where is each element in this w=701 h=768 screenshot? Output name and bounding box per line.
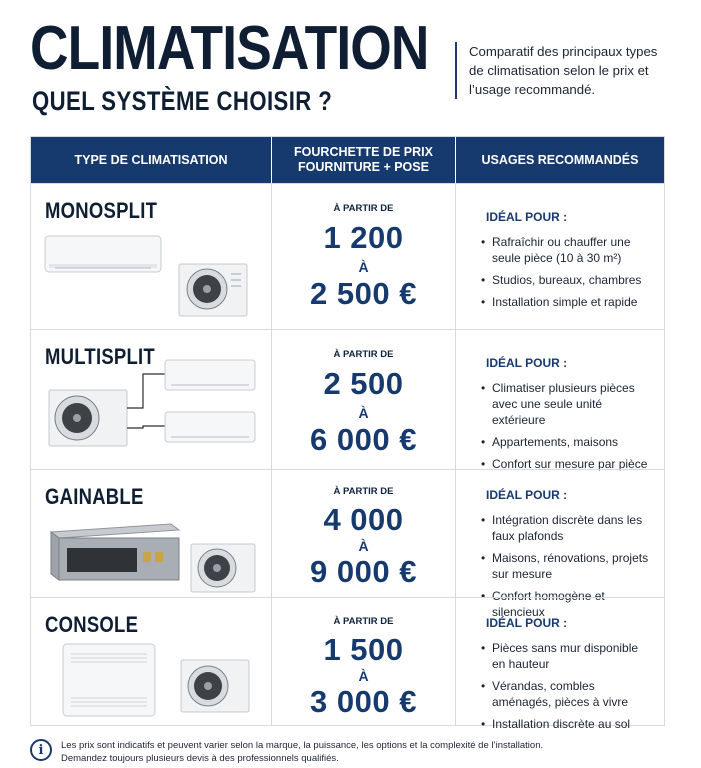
usage-cell bbox=[456, 330, 664, 469]
usage-item: • Rafraîchir ou chauffer une seule pièce (10 à 30 m²) bbox=[486, 234, 654, 266]
price-cell bbox=[272, 470, 456, 597]
price-cell bbox=[272, 598, 456, 726]
footer-line: Demandez toujours plusieurs devis à des professionnels qualifiés. bbox=[61, 753, 339, 764]
usage-item: • Installation discrète au sol bbox=[486, 716, 654, 732]
table-row bbox=[31, 183, 664, 329]
column-header-type: TYPE DE CLIMATISATION bbox=[31, 137, 272, 183]
usage-item: • Appartements, maisons bbox=[486, 434, 654, 450]
info-icon: i bbox=[30, 739, 52, 761]
price-max: 9 000 € bbox=[310, 554, 417, 589]
usage-item: • Pièces sans mur disponible en hauteur bbox=[486, 640, 654, 672]
usage-item: • Climatiser plusieurs pièces avec une seule unité extérieure bbox=[486, 380, 654, 428]
usage-cell bbox=[456, 470, 664, 619]
table-row bbox=[31, 469, 664, 619]
usage-item: • Installation simple et rapide bbox=[486, 294, 654, 310]
from-label: À PARTIR DE bbox=[333, 203, 394, 214]
table-header bbox=[31, 137, 664, 183]
to-label: À bbox=[358, 259, 369, 275]
type-cell bbox=[31, 470, 272, 597]
page-title: CLIMATISATION bbox=[30, 14, 429, 83]
type-name: MULTISPLIT bbox=[45, 344, 155, 369]
usage-item: • Studios, bureaux, chambres bbox=[486, 272, 654, 288]
price-cell bbox=[272, 330, 456, 469]
type-name: GAINABLE bbox=[45, 484, 144, 509]
price-cell bbox=[272, 184, 456, 329]
usage-cell bbox=[456, 598, 664, 731]
table-row bbox=[31, 329, 664, 469]
type-name: CONSOLE bbox=[45, 612, 139, 637]
comparison-table bbox=[30, 136, 665, 731]
column-header-usages: USAGES RECOMMANDÉS bbox=[481, 152, 639, 167]
type-name: MONOSPLIT bbox=[45, 198, 158, 223]
usage-cell bbox=[456, 184, 664, 329]
price-max: 6 000 € bbox=[310, 422, 417, 457]
to-label: À bbox=[358, 668, 369, 684]
from-label: À PARTIR DE bbox=[333, 486, 394, 497]
usage-item: • Maisons, rénovations, projets sur mesure bbox=[486, 550, 654, 582]
to-label: À bbox=[358, 538, 369, 554]
gainable-illustration bbox=[31, 470, 272, 598]
price-min: 1 500 bbox=[323, 632, 404, 667]
usage-item: • Intégration discrète dans les faux plafonds bbox=[486, 512, 654, 544]
price-max: 3 000 € bbox=[310, 684, 417, 719]
usage-item: • Confort sur mesure par pièce bbox=[486, 456, 654, 472]
price-max: 2 500 € bbox=[310, 276, 417, 311]
footer-note bbox=[61, 739, 543, 765]
ideal-label: IDÉAL POUR : bbox=[486, 210, 568, 224]
ideal-label: IDÉAL POUR : bbox=[486, 356, 568, 370]
type-cell bbox=[31, 598, 272, 726]
usage-item: • Vérandas, combles aménagés, pièces à vivre bbox=[486, 678, 654, 710]
ideal-label: IDÉAL POUR : bbox=[486, 616, 568, 630]
intro-text: Comparatif des principaux types de climatisation selon le prix et l’usage recommandé. bbox=[455, 42, 675, 99]
ideal-label: IDÉAL POUR : bbox=[486, 488, 568, 502]
table-row bbox=[31, 597, 664, 731]
from-label: À PARTIR DE bbox=[333, 349, 394, 360]
page-subtitle: QUEL SYSTÈME CHOISIR ? bbox=[32, 86, 333, 116]
price-min: 4 000 bbox=[323, 502, 404, 537]
footer-line: Les prix sont indicatifs et peuvent varier selon la marque, la puissance, les options et la complexité de l’installation. bbox=[61, 740, 544, 751]
type-cell bbox=[31, 184, 272, 329]
from-label: À PARTIR DE bbox=[333, 616, 394, 627]
to-label: À bbox=[358, 405, 369, 421]
column-header-price: FOURCHETTE DE PRIX FOURNITURE + POSE bbox=[272, 137, 456, 183]
multisplit-illustration bbox=[31, 330, 272, 470]
type-cell bbox=[31, 330, 272, 469]
price-min: 2 500 bbox=[323, 366, 404, 401]
usage-item: • Confort homogène et silencieux bbox=[486, 588, 654, 620]
console-illustration bbox=[31, 598, 272, 727]
monosplit-illustration bbox=[31, 184, 272, 330]
price-min: 1 200 bbox=[323, 220, 404, 255]
